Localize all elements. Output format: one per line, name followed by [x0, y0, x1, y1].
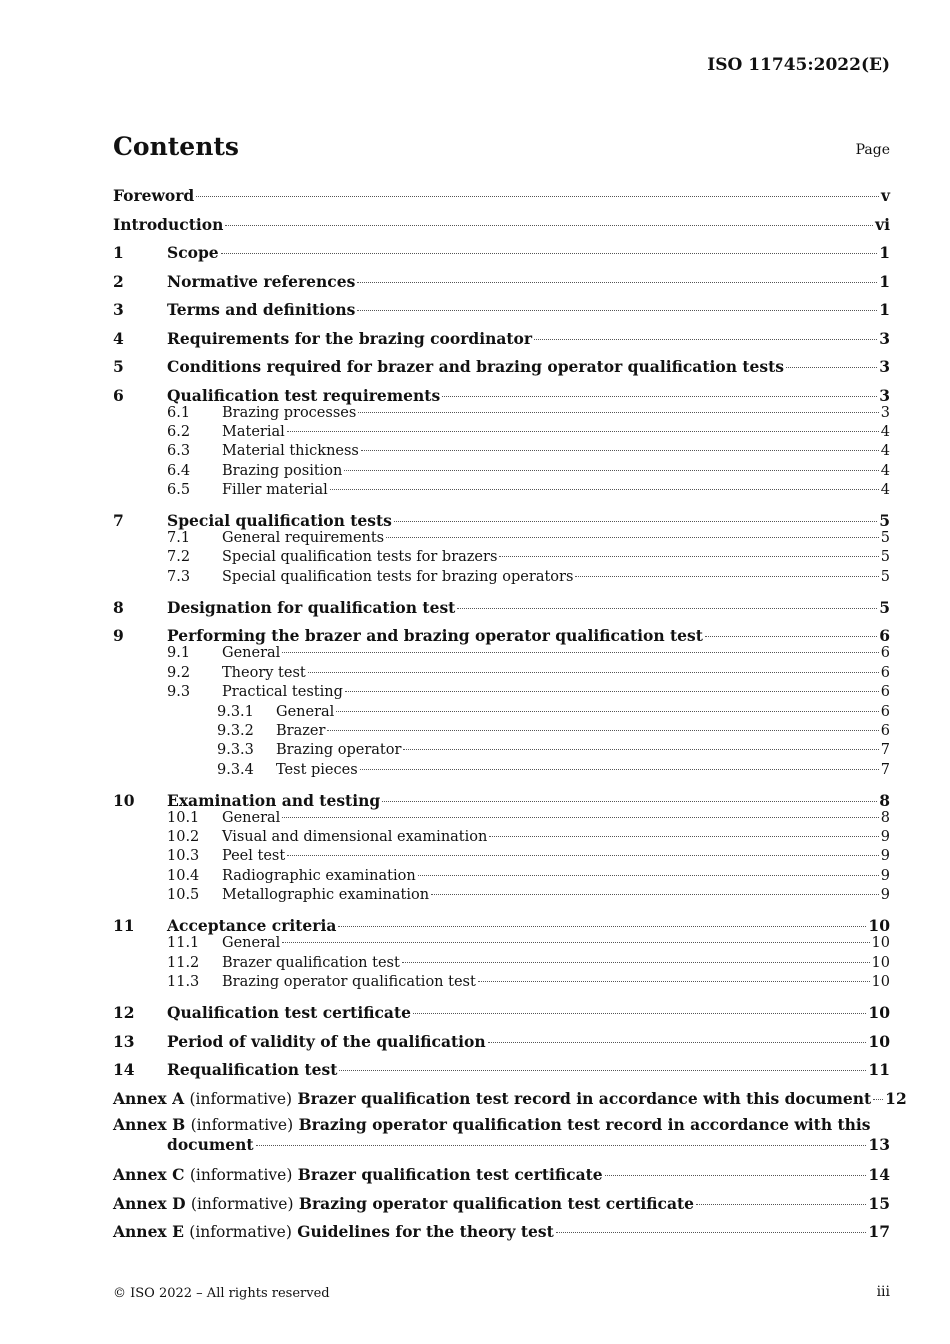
dot-leader	[308, 672, 879, 673]
toc-entry-1[interactable]	[113, 241, 890, 270]
toc-label	[113, 1087, 871, 1111]
toc-entry-5[interactable]	[113, 355, 890, 384]
annex-title: Brazing operator qualification test certificate	[298, 1193, 695, 1213]
dot-leader	[556, 1232, 867, 1233]
toc-label: Special qualification tests for brazers	[222, 549, 498, 566]
dot-leader	[488, 1042, 867, 1043]
toc-entry-annex-d[interactable]	[113, 1192, 890, 1221]
toc-label: Designation for qualification test	[167, 597, 456, 617]
toc-entry-7-3[interactable]	[113, 568, 890, 596]
dot-leader	[478, 981, 870, 982]
toc-label: Metallographic examination	[222, 887, 430, 904]
dot-leader	[339, 1070, 866, 1071]
toc-label: Special qualification tests	[167, 511, 392, 531]
dot-leader	[282, 817, 878, 818]
dot-leader	[605, 1175, 867, 1176]
toc-number: 9	[113, 626, 124, 646]
toc-page: 14	[868, 1165, 890, 1185]
toc-page: 9	[880, 848, 890, 865]
toc-label: Brazing operator qualification test	[222, 974, 476, 991]
toc-number: 5	[113, 357, 124, 376]
toc-page: 3	[879, 385, 890, 405]
toc-entry-6-2[interactable]	[113, 423, 890, 442]
toc-entry-9[interactable]	[113, 624, 890, 644]
dot-leader	[489, 836, 878, 837]
toc-page: 5	[879, 597, 890, 617]
document-code: ISO 11745:2022(E)	[707, 55, 890, 75]
dot-leader	[705, 636, 877, 637]
dot-leader	[534, 339, 877, 340]
toc-entry-12[interactable]	[113, 1001, 890, 1030]
toc-label: General	[222, 935, 281, 952]
toc-page: 10	[871, 935, 890, 952]
toc-page: 4	[880, 462, 890, 479]
dot-leader	[457, 608, 877, 609]
toc-page: 5	[879, 511, 890, 531]
toc-number: 9.3.4	[217, 761, 254, 778]
toc-page: 10	[868, 916, 890, 936]
toc-label: Theory test	[222, 664, 306, 681]
dot-leader	[394, 521, 877, 522]
toc-page: 7	[880, 742, 890, 759]
toc-page: 10	[871, 954, 890, 971]
toc-label: General requirements	[222, 530, 385, 547]
toc-entry-7[interactable]	[113, 509, 890, 529]
toc-label: Peel test	[222, 848, 286, 865]
dot-leader	[338, 926, 866, 927]
toc-label: Requirements for the brazing coordinator	[167, 328, 533, 348]
toc-label: General	[222, 809, 281, 826]
toc-entry-6-5[interactable]	[113, 481, 890, 509]
toc-number: 10.2	[167, 829, 200, 846]
dot-leader	[575, 576, 878, 577]
dot-leader	[287, 855, 879, 856]
toc-label: Scope	[167, 243, 219, 262]
toc-number: 4	[113, 328, 124, 348]
toc-number: 10	[113, 790, 135, 810]
toc-number: 9.3.2	[217, 722, 254, 739]
toc-page: 6	[880, 703, 890, 720]
toc-number: 7	[113, 511, 124, 531]
toc-entry-10-3[interactable]	[113, 847, 890, 866]
annex-title: Guidelines for the theory test	[297, 1222, 554, 1242]
toc-page: 5	[880, 549, 890, 566]
toc-entry-9-3-1[interactable]	[113, 703, 890, 722]
toc-page: 3	[879, 328, 890, 348]
toc-entry-7-1[interactable]	[113, 529, 890, 548]
footer-page-number: iii	[876, 1284, 890, 1300]
toc-entry-introduction[interactable]	[113, 213, 890, 242]
dot-leader	[282, 652, 878, 653]
toc-number: 7.2	[167, 549, 191, 566]
toc-label: Brazer	[276, 722, 326, 739]
annex-type: (informative)	[190, 1194, 294, 1213]
toc-label: Terms and definitions	[167, 300, 356, 319]
dot-leader	[382, 801, 877, 802]
toc-label: Conditions required for brazer and brazing operator qualification tests	[167, 357, 785, 376]
annex-title: Brazer qualification test certificate	[297, 1165, 603, 1185]
toc-number: 8	[113, 597, 124, 617]
toc-label: Brazing processes	[222, 404, 357, 421]
toc-entry-13[interactable]	[113, 1030, 890, 1059]
toc-label: Radiographic examination	[222, 867, 416, 884]
dot-leader	[442, 396, 877, 397]
toc-entry-7-2[interactable]	[113, 548, 890, 567]
toc-number: 11.3	[167, 974, 200, 991]
toc-number: 10.5	[167, 887, 200, 904]
toc-page: 9	[880, 887, 890, 904]
toc-number: 7.3	[167, 568, 191, 585]
toc-entry-8[interactable]	[113, 596, 890, 625]
toc-page: 10	[871, 974, 890, 991]
toc-label: Test pieces	[276, 761, 358, 778]
page-column-label: Page	[855, 142, 890, 158]
toc-number: 10.3	[167, 848, 200, 865]
toc-label: Examination and testing	[167, 790, 381, 810]
toc-label: Filler material	[222, 482, 328, 499]
toc-number: 13	[113, 1031, 135, 1051]
toc-number: 9.2	[167, 664, 191, 681]
dot-leader	[256, 1145, 867, 1146]
toc-page: 1	[879, 271, 890, 291]
toc-entry-9-3[interactable]	[113, 683, 890, 702]
annex-title: Brazing operator qualification test record in accordance with this	[298, 1115, 871, 1135]
toc-entry-9-3-3[interactable]	[113, 741, 890, 760]
toc-number: 6.3	[167, 443, 191, 460]
annex-title: Brazer qualification test record in accordance with this document	[297, 1088, 872, 1108]
toc-label: Material	[222, 423, 285, 440]
toc-label: Visual and dimensional examination	[222, 829, 488, 846]
toc-label: Qualification test requirements	[167, 385, 441, 405]
toc-page: 4	[880, 443, 890, 460]
toc-label	[113, 1115, 890, 1135]
toc-number: 6.1	[167, 404, 191, 421]
toc-number: 9.1	[167, 645, 191, 662]
toc-label: Introduction	[113, 214, 224, 234]
toc-page: 6	[880, 645, 890, 662]
toc-label: Brazer qualification test	[222, 954, 400, 971]
toc-number: 12	[113, 1003, 135, 1023]
dot-leader	[345, 691, 879, 692]
toc-entry-10-2[interactable]	[113, 828, 890, 847]
dot-leader	[282, 942, 869, 943]
toc-page: v	[880, 186, 890, 205]
annex-type: (informative)	[189, 1089, 293, 1108]
dot-leader	[386, 537, 879, 538]
toc-page: 11	[868, 1060, 890, 1080]
toc-page: 6	[880, 684, 890, 701]
toc-label: Special qualification tests for brazing operators	[222, 568, 574, 585]
toc-number: 9.3.1	[217, 703, 254, 720]
toc-number: 11	[113, 916, 135, 936]
dot-leader	[287, 431, 879, 432]
toc-page: 12	[885, 1088, 907, 1108]
dot-leader	[330, 489, 879, 490]
toc-number: 1	[113, 243, 124, 262]
toc-entry-3[interactable]	[113, 298, 890, 327]
toc-entry-4[interactable]	[113, 327, 890, 356]
toc-number: 6	[113, 385, 124, 405]
toc-entry-10-1[interactable]	[113, 809, 890, 828]
toc-entry-11-1[interactable]	[113, 934, 890, 953]
toc-page: 5	[880, 568, 890, 585]
dot-leader	[336, 711, 878, 712]
toc-entry-11-3[interactable]	[113, 973, 890, 1001]
toc-entry-9-3-2[interactable]	[113, 722, 890, 741]
toc-label: Acceptance criteria	[167, 916, 337, 936]
dot-leader	[402, 962, 870, 963]
dot-leader	[196, 196, 879, 197]
dot-leader	[403, 749, 878, 750]
toc-page: 4	[880, 423, 890, 440]
toc-page: 10	[868, 1031, 890, 1051]
annex-type: (informative)	[189, 1223, 292, 1242]
toc-page: 15	[868, 1193, 890, 1213]
toc-page: 3	[880, 404, 890, 421]
toc-page: 6	[879, 626, 890, 646]
toc-page: 8	[880, 809, 890, 826]
toc-page: 10	[868, 1003, 890, 1023]
toc-entry-9-2[interactable]	[113, 664, 890, 683]
toc-page: 7	[880, 761, 890, 778]
annex-title-continued: document	[167, 1135, 254, 1155]
toc-page: 6	[880, 722, 890, 739]
toc-entry-11[interactable]	[113, 914, 890, 934]
dot-leader	[358, 412, 878, 413]
dot-leader	[221, 253, 878, 254]
toc-label	[113, 1220, 554, 1244]
toc-label: Performing the brazer and brazing operator qualification test	[167, 626, 703, 646]
toc-page: 6	[880, 664, 890, 681]
toc-entry-annex-b[interactable]	[113, 1115, 890, 1163]
toc-page: 1	[879, 300, 890, 319]
toc-label: General	[222, 645, 281, 662]
toc-page: 1	[879, 243, 890, 262]
toc-label: Foreword	[113, 186, 195, 205]
toc-number: 10.4	[167, 867, 200, 884]
toc-entry-annex-c[interactable]	[113, 1163, 890, 1192]
annex-id: Annex D	[113, 1193, 186, 1213]
toc-entry-6-1[interactable]	[113, 404, 890, 423]
toc-page: 3	[879, 357, 890, 376]
toc-entry-9-3-4[interactable]	[113, 761, 890, 789]
toc-page: 8	[879, 790, 890, 810]
toc-entry-6-3[interactable]	[113, 442, 890, 461]
annex-type: (informative)	[189, 1166, 293, 1185]
toc-number: 11.2	[167, 954, 200, 971]
dot-leader	[873, 1099, 883, 1100]
dot-leader	[696, 1204, 866, 1205]
toc-number: 6.4	[167, 462, 191, 479]
toc-label: Qualification test certificate	[167, 1003, 411, 1023]
dot-leader	[225, 225, 873, 226]
toc-number: 6.5	[167, 482, 191, 499]
toc-page: 9	[880, 867, 890, 884]
toc-page: 5	[880, 530, 890, 547]
dot-leader	[786, 367, 877, 368]
page-title: Contents	[113, 132, 240, 161]
annex-id: Annex A	[113, 1088, 185, 1108]
toc-page: 17	[868, 1222, 890, 1242]
dot-leader	[357, 282, 877, 283]
toc-label	[113, 1163, 603, 1187]
annex-id: Annex C	[113, 1165, 185, 1185]
toc-entry-10-4[interactable]	[113, 867, 890, 886]
toc-entry-6-4[interactable]	[113, 462, 890, 481]
toc-number: 11.1	[167, 935, 200, 952]
dot-leader	[360, 769, 879, 770]
toc-label: Brazing operator	[276, 742, 402, 759]
dot-leader	[344, 470, 878, 471]
toc-label: Period of validity of the qualification	[167, 1031, 486, 1051]
annex-id: Annex E	[113, 1222, 184, 1242]
dot-leader	[357, 310, 877, 311]
dot-leader	[413, 1013, 866, 1014]
toc-label: Material thickness	[222, 443, 359, 460]
toc-number: 6.2	[167, 423, 191, 440]
toc-number: 3	[113, 300, 124, 319]
toc-label: Practical testing	[222, 684, 343, 701]
toc-number: 14	[113, 1060, 135, 1080]
toc-entry-10[interactable]	[113, 789, 890, 809]
dot-leader	[431, 894, 879, 895]
toc-entry-9-1[interactable]	[113, 644, 890, 663]
toc-entry-annex-a[interactable]	[113, 1087, 907, 1116]
dot-leader	[327, 730, 878, 731]
toc-number: 9.3.3	[217, 742, 254, 759]
dot-leader	[499, 556, 878, 557]
toc-page: 4	[880, 482, 890, 499]
toc-number: 10.1	[167, 809, 200, 826]
toc-number: 2	[113, 271, 124, 291]
toc-page: vi	[875, 214, 890, 234]
toc-label: General	[276, 703, 335, 720]
toc-entry-14[interactable]	[113, 1058, 890, 1087]
table-of-contents	[113, 184, 907, 1249]
footer-copyright: © ISO 2022 – All rights reserved	[113, 1286, 330, 1301]
toc-entry-11-2[interactable]	[113, 954, 890, 973]
toc-entry-2[interactable]	[113, 270, 890, 299]
toc-label: Normative references	[167, 271, 356, 291]
toc-entry-annex-e[interactable]	[113, 1220, 890, 1249]
toc-number: 7.1	[167, 530, 191, 547]
toc-page: 9	[880, 829, 890, 846]
toc-number: 9.3	[167, 684, 191, 701]
toc-entry-10-5[interactable]	[113, 886, 890, 914]
annex-type: (informative)	[190, 1116, 294, 1135]
toc-entry-6[interactable]	[113, 384, 890, 404]
toc-label: Brazing position	[222, 462, 343, 479]
dot-leader	[361, 450, 879, 451]
annex-id: Annex B	[113, 1115, 186, 1135]
dot-leader	[418, 875, 879, 876]
toc-entry-foreword[interactable]	[113, 184, 890, 213]
toc-label: Requalification test	[167, 1060, 338, 1080]
toc-label	[113, 1192, 694, 1216]
toc-page: 13	[868, 1135, 890, 1155]
